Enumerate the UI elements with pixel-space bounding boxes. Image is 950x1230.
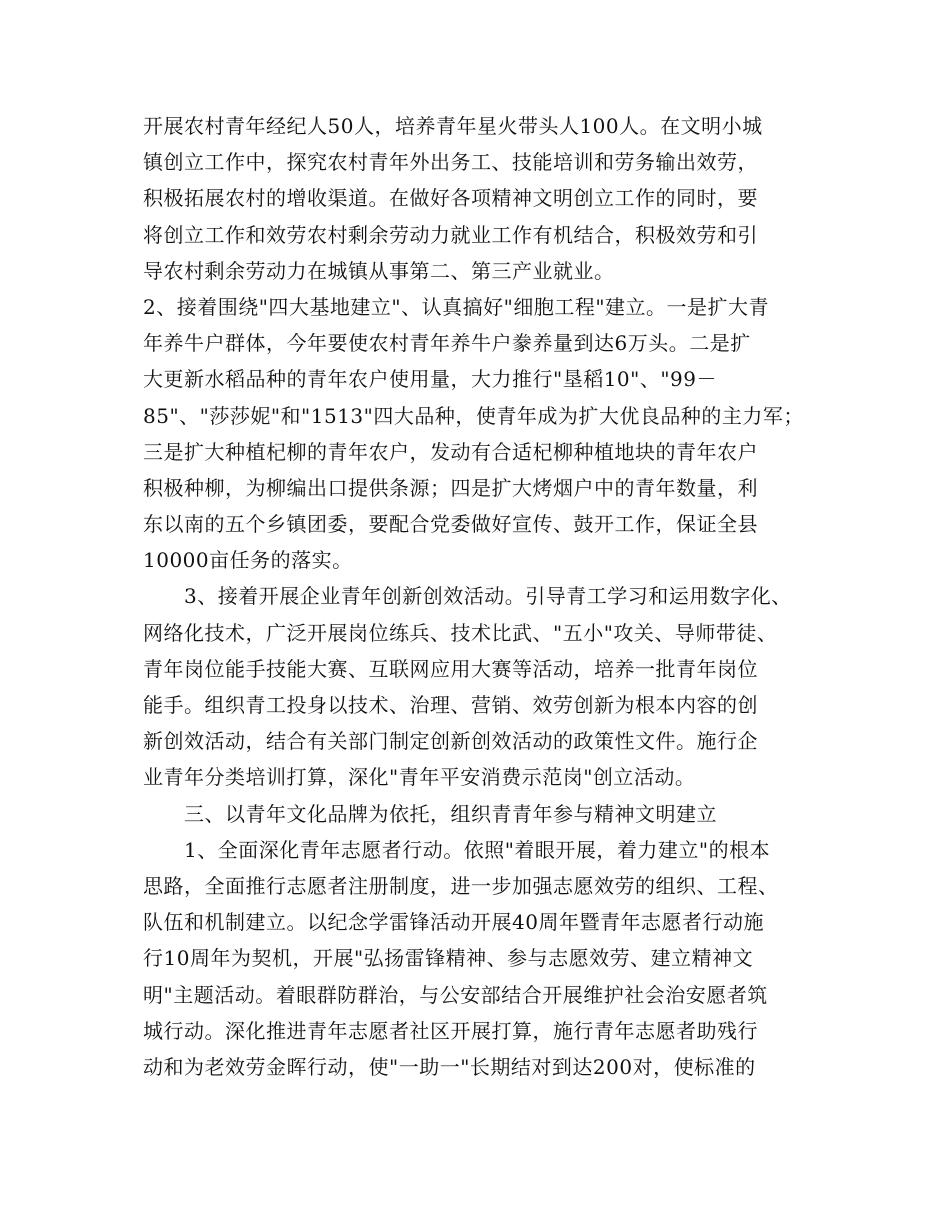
document-body: [143, 108, 823, 1085]
text-line: 明"主题活动。着眼群防群治，与公安部结合开展维护社会治安愿者筑: [143, 982, 768, 1007]
text-line: 动和为老效劳金晖行动，使"一助一"长期结对到达200对，使标准的: [143, 1054, 756, 1079]
text-line: 城行动。深化推进青年志愿者社区开展打算，施行青年志愿者助残行: [143, 1018, 758, 1043]
text-line: 将创立工作和效劳农村剩余劳动力就业工作有机结合，积极效劳和引: [143, 222, 758, 247]
text-line: 1、全面深化青年志愿者行动。依照"着眼开展，着力建立"的根本: [143, 837, 771, 862]
text-line: 导农村剩余劳动力在城镇从事第二、第三产业就业。: [143, 258, 615, 283]
text-line: 85"、"莎莎妮"和"1513"四大品种，使青年成为扩大优良品种的主力军；: [143, 403, 804, 428]
text-line: 行10周年为契机，开展"弘扬雷锋精神、参与志愿效劳、建立精神文: [143, 946, 754, 971]
text-line: 业青年分类培训打算，深化"青年平安消费示范岗"创立活动。: [143, 765, 696, 790]
text-line: 青年岗位能手技能大赛、互联网应用大赛等活动，培养一批青年岗位: [143, 656, 758, 681]
text-line: 能手。组织青工投身以技术、治理、营销、效劳创新为根本内容的创: [143, 693, 758, 717]
text-line: 10000亩任务的落实。: [143, 548, 353, 573]
section-heading: 三、以青年文化品牌为依托，组织青青年参与精神文明建立: [143, 801, 717, 826]
text-line: 东以南的五个乡镇团委，要配合党委做好宣传、鼓开工作，保证全县: [143, 512, 758, 537]
text-line: 新创效活动，结合有关部门制定创新创效活动的政策性文件。施行企: [143, 729, 758, 754]
text-line: 开展农村青年经纪人50人，培养青年星火带头人100人。在文明小城: [143, 114, 763, 138]
text-line: 思路，全面推行志愿者注册制度，进一步加强志愿效劳的组织、工程、: [143, 873, 779, 898]
text-line: 队伍和机制建立。以纪念学雷锋活动开展40周年暨青年志愿者行动施: [143, 910, 764, 935]
text-line: 3、接着开展企业青年创新创效活动。引导青工学习和运用数字化、: [143, 584, 792, 609]
text-line: 大更新水稻品种的青年农户使用量，大力推行"垦稻10"、"99－: [143, 367, 717, 392]
text-line: 网络化技术，广泛开展岗位练兵、技术比武、"五小"攻关、导师带徒、: [143, 620, 778, 645]
text-line: 三是扩大种植杞柳的青年农户，发动有合适杞柳种植地块的青年农户: [143, 439, 758, 464]
text-line: 2、接着围绕"四大基地建立"、认真搞好"细胞工程"建立。一是扩大青: [143, 294, 770, 319]
text-line: 积极拓展农村的增收渠道。在做好各项精神文明创立工作的同时，要: [143, 186, 758, 211]
text-line: 积极种柳，为柳编出口提供条源；四是扩大烤烟户中的青年数量，利: [143, 475, 758, 500]
text-line: 年养牛户群体，今年要使农村青年养牛户豢养量到达6万头。二是扩: [143, 331, 751, 356]
text-line: 镇创立工作中，探究农村青年外出务工、技能培训和劳务输出效劳，: [143, 150, 758, 175]
